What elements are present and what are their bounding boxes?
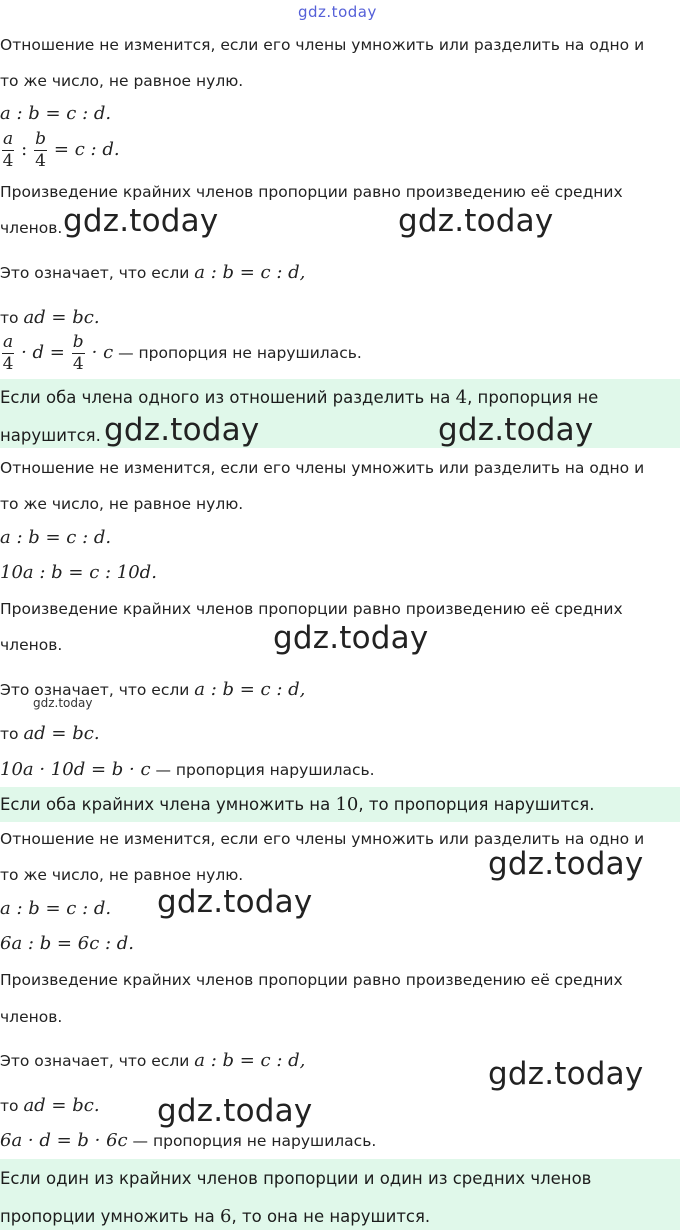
fraction: $\frac{a}{4}$ — [2, 332, 14, 374]
product-line: то ad = bc. — [0, 723, 100, 744]
check-line: 10a · 10d = b · c — пропорция нарушилась. — [0, 759, 375, 780]
fraction: $\frac{a}{4}$ — [2, 129, 14, 171]
rule-text: Отношение не изменится, если его члены умножить или разделить на одно и — [0, 830, 645, 848]
fraction-equation: $\frac{a}{4}$ : $\frac{b}{4}$ = c : d. — [2, 129, 120, 171]
watermark: gdz.today — [398, 203, 554, 239]
equation: a : b = c : d. — [0, 103, 112, 124]
means-line: Это означает, что если a : b = c : d, — [0, 262, 306, 283]
rule-text: то же число, не равное нулю. — [0, 495, 244, 513]
watermark: gdz.today — [438, 412, 594, 448]
equation: 10a : b = c : 10d. — [0, 562, 157, 583]
equation: a : b = c : d. — [0, 527, 112, 548]
check-line: $\frac{a}{4}$ · d = $\frac{b}{4}$ · c — пропорция не нарушилась. — [2, 332, 362, 374]
equation: 6a : b = 6c : d. — [0, 933, 135, 954]
fraction: $\frac{b}{4}$ — [72, 332, 84, 374]
check-line: 6a · d = b · 6c — пропорция не нарушилась. — [0, 1130, 377, 1151]
equation: a : b = c : d. — [0, 898, 112, 919]
watermark: gdz.today — [273, 620, 429, 656]
watermark: gdz.today — [157, 1093, 313, 1129]
product-line: то ad = bc. — [0, 307, 100, 328]
watermark-small: gdz.today — [33, 696, 93, 710]
rule-text: то же число, не равное нулю. — [0, 866, 244, 884]
conclusion-text: Если оба крайних члена умножить на 10, то пропорция нарушится. — [0, 794, 595, 815]
watermark: gdz.today — [104, 412, 260, 448]
watermark: gdz.today — [488, 1056, 644, 1092]
rule-text: Произведение крайних членов пропорции равно произведению её средних — [0, 600, 623, 618]
rule-text: Отношение не изменится, если его члены умножить или разделить на одно и — [0, 459, 645, 477]
rule-text: Отношение не изменится, если его члены умножить или разделить на одно и — [0, 36, 645, 54]
conclusion-text: Если оба члена одного из отношений разделить на 4, пропорция не — [0, 387, 599, 408]
conclusion-text: пропорции умножить на 6, то она не нарушится. — [0, 1206, 431, 1227]
rule-text: членов. — [0, 636, 63, 654]
product-line: то ad = bc. — [0, 1095, 100, 1116]
conclusion-text: Если один из крайних членов пропорции и один из средних членов — [0, 1169, 592, 1188]
rule-text: членов. — [0, 1008, 63, 1026]
conclusion-text: нарушится. — [0, 426, 101, 445]
rule-text: Произведение крайних членов пропорции равно произведению её средних — [0, 183, 623, 201]
watermark: gdz.today — [63, 203, 219, 239]
watermark-top: gdz.today — [298, 3, 377, 21]
rule-text: Произведение крайних членов пропорции равно произведению её средних — [0, 971, 623, 989]
means-line: Это означает, что если a : b = c : d, — [0, 679, 306, 700]
watermark: gdz.today — [488, 846, 644, 882]
fraction: $\frac{b}{4}$ — [35, 129, 46, 171]
rule-text: членов. — [0, 219, 63, 237]
rule-text: то же число, не равное нулю. — [0, 72, 244, 90]
watermark: gdz.today — [157, 884, 313, 920]
means-line: Это означает, что если a : b = c : d, — [0, 1050, 306, 1071]
